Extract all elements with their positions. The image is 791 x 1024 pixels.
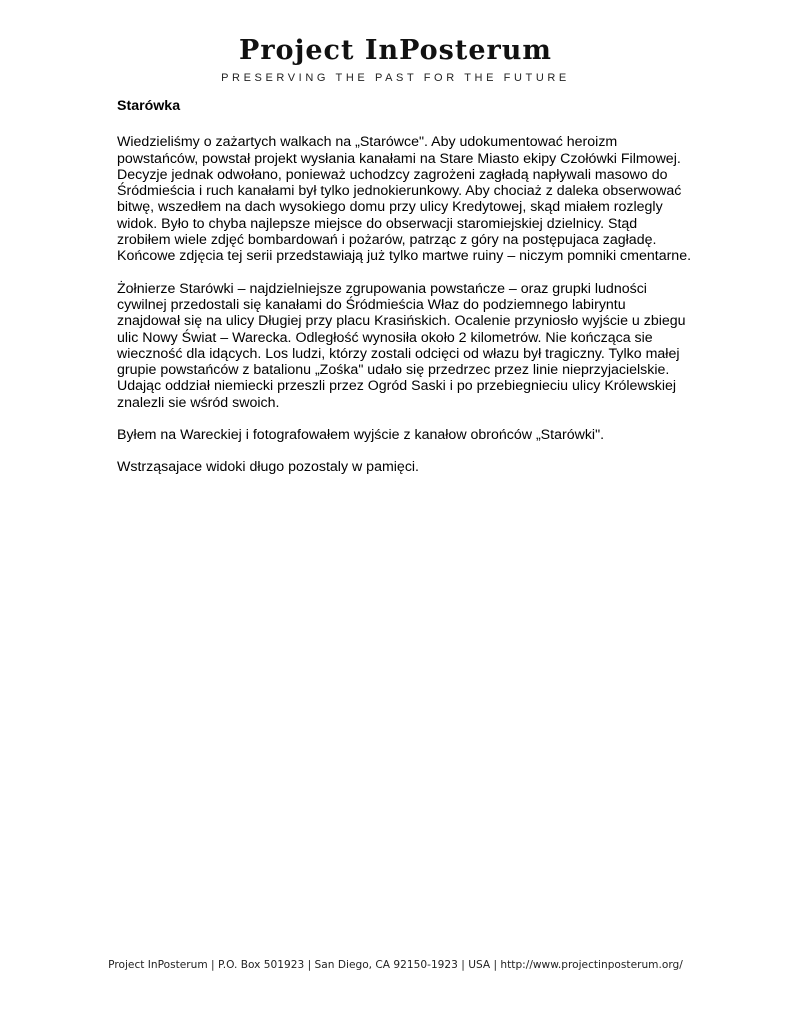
paragraph: Żołnierze Starówki – najdzielniejsze zgrupowania powstańcze – oraz grupki ludności cywilnej przedostali się kanałami do Śródmieścia Właz do podziemnego labiryntu znajdował się na ulicy Długiej przy placu Krasińskich. Ocalenie przyniosło wyjście u zbiegu ulic Nowy Świat – Warecka. Odległość wynosiła około 2 kilometrów. Nie kończąca sie wieczność dla idących. Los ludzi, którzy zostali odcięci od włazu był tragiczny. Tylko małej grupie powstańców z batalionu „Zośka" udało się przedrzec przez linie nieprzyjacielskie. Udając oddział niemiecki przeszli przez Ogród Saski i po przebiegnieciu ulicy Królewskiej znalezli sie wśród swoich. — [117, 280, 686, 411]
masthead — [0, 34, 791, 85]
logo: Project InPosterum — [239, 35, 552, 66]
footer: Project InPosterum | P.O. Box 501923 | San Diego, CA 92150-1923 | USA | http://www.projectinposterum.org/ — [108, 959, 683, 971]
paragraph: Wstrząsajace widoki długo pozostaly w pamięci. — [117, 459, 420, 476]
document-heading: Starówka — [117, 98, 181, 114]
paragraph: Byłem na Wareckiej i fotografowałem wyjście z kanałow obrońców „Starówki". — [117, 427, 605, 444]
document-body — [117, 98, 692, 492]
paragraph: Wiedzieliśmy o zażartych walkach na „Starówce". Aby udokumentować heroizm powstańców, powstał projekt wysłania kanałami na Stare Miasto ekipy Czołówki Filmowej. Decyzje jednak odwołano, ponieważ uchodzcy zagrożeni zagładą napływali masowo do Śródmieścia i ruch kanałami był tylko jednokierunkowy. Aby chociaż z daleka obserwować bitwę, wszedłem na dach wysokiego domu przy ulicy Kredytowej, skąd miałem rozlegly widok. Było to chyba najlepsze miejsce do obserwacji staromiejskiej dzielnicy. Stąd zrobiłem wiele zdjęć bombardowań i pożarów, patrząc z góry na postępujaca zagładę. Końcowe zdjęcia tej serii przedstawiają już tylko martwe ruiny – niczym pomniki cmentarne. — [117, 134, 692, 265]
tagline: PRESERVING THE PAST FOR THE FUTURE — [221, 72, 570, 84]
